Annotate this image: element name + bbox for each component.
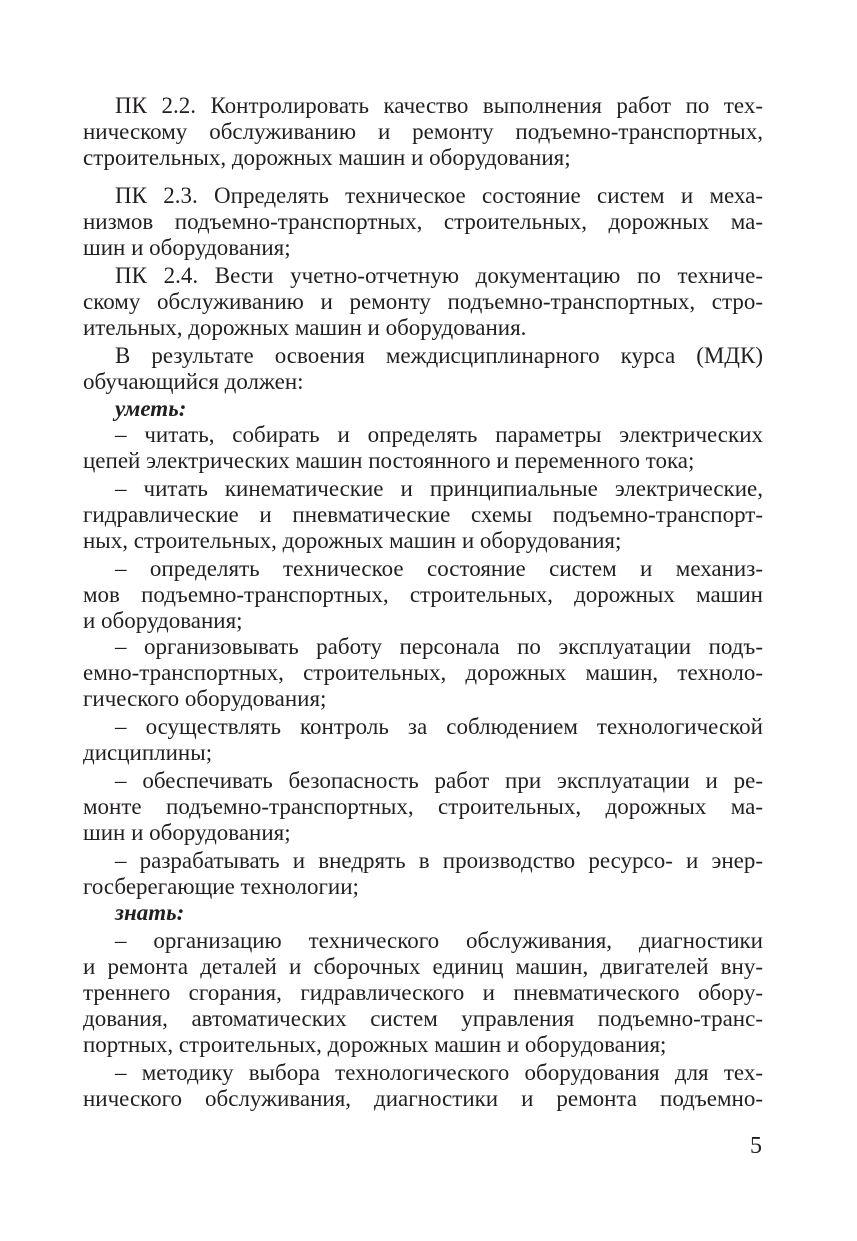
- paragraph-pk-2-4-line: ПК 2.4. Вести учетно-отчетную документацию по техниче-: [115, 263, 763, 288]
- paragraph-pk-2-3-line: ПК 2.3. Определять техническое состояние систем и меха-: [115, 183, 763, 208]
- knowledge-item-line: треннего сгорания, гидравлического и пневматического обору-: [83, 980, 763, 1005]
- knowledge-item-line: – организацию технического обслуживания, диагностики: [115, 928, 763, 953]
- skill-item-line: монте подъемно-транспортных, строительных, дорожных ма-: [83, 794, 763, 819]
- skills-heading: уметь:: [115, 396, 187, 421]
- paragraph-pk-2-4-line: ительных, дорожных машин и оборудования.: [83, 315, 527, 340]
- skill-item-line: цепей электрических машин постоянного и переменного тока;: [83, 448, 695, 473]
- skill-item-line: и оборудования;: [83, 608, 243, 633]
- skill-item-line: – организовывать работу персонала по эксплуатации подъ-: [115, 634, 763, 659]
- skill-item-line: – осуществлять контроль за соблюдением технологической: [115, 714, 763, 739]
- paragraph-result-intro-line: обучающийся должен:: [83, 369, 304, 394]
- skill-item-line: – обеспечивать безопасность работ при эксплуатации и ре-: [115, 768, 763, 793]
- skill-item-line: емно-транспортных, строительных, дорожных машин, техноло-: [83, 660, 763, 685]
- skill-item-line: гидравлические и пневматические схемы подъемно-транспорт-: [83, 502, 763, 527]
- paragraph-result-intro-line: В результате освоения междисциплинарного курса (МДК): [115, 343, 763, 368]
- skill-item-line: – разрабатывать и внедрять в производство ресурсо- и энер-: [115, 848, 763, 873]
- paragraph-pk-2-2-line: ПК 2.2. Контролировать качество выполнения работ по тех-: [115, 93, 763, 118]
- skill-item-line: дисциплины;: [83, 740, 213, 765]
- skill-item-line: гического оборудования;: [83, 686, 327, 711]
- skill-item-line: госберегающие технологии;: [83, 874, 359, 899]
- paragraph-pk-2-3-line: шин и оборудования;: [83, 235, 291, 260]
- knowledge-item-line: нического обслуживания, диагностики и ремонта подъемно-: [83, 1086, 763, 1111]
- skill-item-line: шин и оборудования;: [83, 820, 291, 845]
- knowledge-item-line: и ремонта деталей и сборочных единиц машин, двигателей вну-: [83, 954, 763, 979]
- skill-item-line: – определять техническое состояние систем и механиз-: [115, 556, 763, 581]
- skill-item-line: ных, строительных, дорожных машин и оборудования;: [83, 528, 622, 553]
- knowledge-heading: знать:: [115, 900, 185, 925]
- skill-item-line: – читать, собирать и определять параметры электрических: [115, 422, 763, 447]
- knowledge-item-line: портных, строительных, дорожных машин и оборудования;: [83, 1032, 667, 1057]
- paragraph-pk-2-4-line: скому обслуживанию и ремонту подъемно-транспортных, стро-: [83, 289, 763, 314]
- page-number: 5: [750, 1133, 762, 1159]
- skill-item-line: – читать кинематические и принципиальные электрические,: [115, 476, 763, 501]
- paragraph-pk-2-2-line: строительных, дорожных машин и оборудования;: [83, 145, 571, 170]
- paragraph-pk-2-3-line: низмов подъемно-транспортных, строительных, дорожных ма-: [83, 209, 763, 234]
- knowledge-item-line: – методику выбора технологического оборудования для тех-: [115, 1060, 763, 1085]
- knowledge-item-line: дования, автоматических систем управления подъемно-транс-: [83, 1006, 763, 1031]
- skill-item-line: мов подъемно-транспортных, строительных, дорожных машин: [83, 582, 763, 607]
- paragraph-pk-2-2-line: ническому обслуживанию и ремонту подъемно-транспортных,: [83, 119, 763, 144]
